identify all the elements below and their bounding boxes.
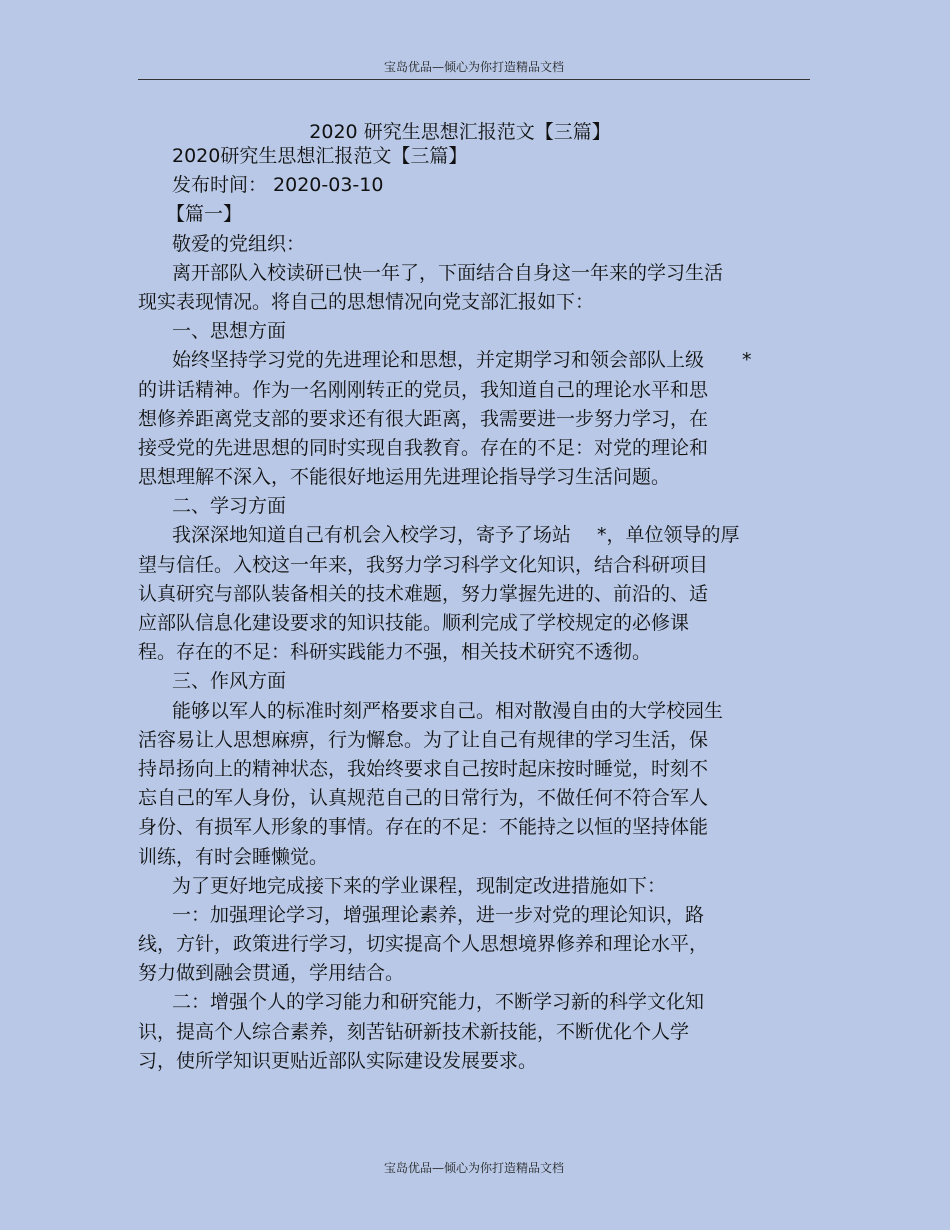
greeting: 敬爱的党组织： xyxy=(172,232,306,255)
paragraph-line: 望与信任。入校这一年来，我努力学习科学文化知识，结合科研项目 xyxy=(138,553,709,576)
paragraph-line: 二：增强个人的学习能力和研究能力，不断学习新的科学文化知 xyxy=(172,991,705,1014)
asterisk-mark: * xyxy=(597,524,607,547)
paragraph-line xyxy=(138,346,798,375)
paragraph-line: 接受党的先进思想的同时实现自我教育。存在的不足：对党的理论和 xyxy=(138,436,709,459)
paragraph-line: 程。存在的不足：科研实践能力不强，相关技术研究不透彻。 xyxy=(138,641,652,664)
paragraph-line: 持昂扬向上的精神状态，我始终要求自己按时起床按时睡觉，时刻不 xyxy=(138,757,709,780)
section-heading: 三、作风方面 xyxy=(172,670,287,693)
section-heading: 一、思想方面 xyxy=(172,320,287,343)
paragraph-line: 认真研究与部队装备相关的技术难题，努力掌握先进的、前沿的、适 xyxy=(138,582,709,605)
document-subtitle: 2020研究生思想汇报范文【三篇】 xyxy=(172,145,468,167)
paragraph-line: 一：加强理论学习，增强理论素养，进一步对党的理论知识，路 xyxy=(172,903,705,926)
section-heading: 二、学习方面 xyxy=(172,495,287,518)
paragraph-line: 线，方针，政策进行学习，切实提高个人思想境界修养和理论水平， xyxy=(138,933,709,956)
paragraph-line: 想修养距离党支部的要求还有很大距离，我需要进一步努力学习，在 xyxy=(138,407,709,430)
paragraph-line: 活容易让人思想麻痹，行为懈怠。为了让自己有规律的学习生活，保 xyxy=(138,728,709,751)
paragraph-line: 的讲话精神。作为一名刚刚转正的党员，我知道自己的理论水平和思 xyxy=(138,378,709,401)
paragraph-line: 为了更好地完成接下来的学业课程，现制定改进措施如下： xyxy=(172,874,667,897)
publish-date: 发布时间： 2020-03-10 xyxy=(172,174,384,197)
paragraph-line: 现实表现情况。将自己的思想情况向党支部汇报如下： xyxy=(138,290,595,313)
paragraph-line: 习，使所学知识更贴近部队实际建设发展要求。 xyxy=(138,1049,538,1072)
paragraph-line: 身份、有损军人形象的事情。存在的不足：不能持之以恒的坚持体能 xyxy=(138,816,709,839)
paragraph-line: 离开部队入校读研已快一年了，下面结合自身这一年来的学习生活 xyxy=(172,261,724,284)
document-title: 2020 研究生思想汇报范文【三篇】 xyxy=(309,121,611,143)
part-heading: 【篇一】 xyxy=(166,203,243,226)
document-body xyxy=(138,142,798,1076)
page-footer: 宝岛优品—倾心为你打造精品文档 xyxy=(383,1161,564,1175)
paragraph-line: 忘自己的军人身份，认真规范自己的日常行为，不做任何不符合军人 xyxy=(138,787,709,810)
paragraph-line: 能够以军人的标准时刻严格要求自己。相对散漫自由的大学校园生 xyxy=(172,699,724,722)
paragraph-line: 努力做到融会贯通，学用结合。 xyxy=(138,962,405,985)
paragraph-line: 训练，有时会睡懒觉。 xyxy=(138,845,329,868)
paragraph-line: 应部队信息化建设要求的知识技能。顺利完成了学校规定的必修课 xyxy=(138,612,690,634)
line-text: 始终坚持学习党的先进理论和思想，并定期学习和领会部队上级 xyxy=(172,349,705,372)
page-header: 宝岛优品—倾心为你打造精品文档 xyxy=(138,58,810,80)
paragraph-line: 思想理解不深入，不能很好地运用先进理论指导学习生活问题。 xyxy=(138,466,671,489)
paragraph-line xyxy=(138,521,798,550)
line-text: ，单位领导的厚 xyxy=(606,524,740,547)
line-text: 我深深地知道自己有机会入校学习，寄予了场站 xyxy=(172,524,572,547)
paragraph-line: 识，提高个人综合素养，刻苦钻研新技术新技能，不断优化个人学 xyxy=(138,1020,690,1043)
asterisk-mark: * xyxy=(742,349,752,372)
